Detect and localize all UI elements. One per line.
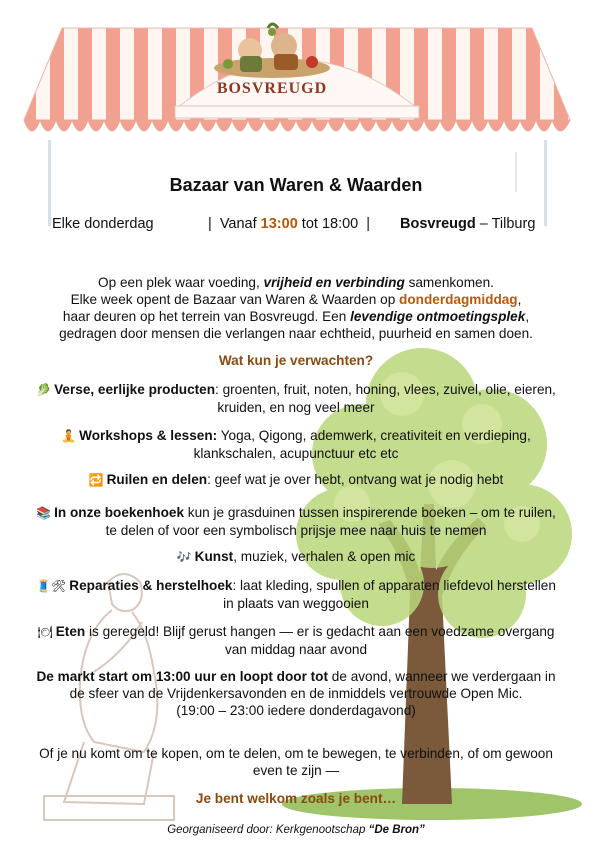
list-item-workshops: 🧘 Workshops & lessen: Yoga, Qigong, ademwerk, creativiteit en verdieping, klankschalen, acupunctuur etc etc [61, 428, 531, 461]
logo-text: BOSVREUGD [216, 80, 328, 97]
plate-cutlery-icon: 🍽 [37, 625, 53, 639]
list-item-swap: 🔁 Ruilen en delen: geef wat je over hebt, ontvang wat je nodig hebt [88, 472, 504, 487]
thread-tools-icon: 🧵🛠 [36, 579, 67, 593]
closing-paragraph: Of je nu komt om te kopen, om te delen, om te bewegen, te verbinden, of om gewoon even te zijn — [39, 746, 553, 778]
event-start-time: 13:00 [260, 216, 298, 232]
list-item-food: 🍽 Eten is geregeld! Blijf gerust hangen — er is gedacht aan een voedzame overgang van middag naar avond [37, 624, 555, 657]
welcome-line: Je bent welkom zoals je bent… [195, 791, 397, 806]
intro-paragraph: Op een plek waar voeding, vrijheid en verbinding samenkomen. Elke week opent de Bazaar van Waren & Waarden op donderdagmiddag, haar deuren op het terrein van Bosvreugd. Een levendige ontmoetingsplek, gedragen door mensen die verlangen naar echtheid, puurheid en samen doen. [59, 275, 533, 341]
music-notes-icon: 🎶 [176, 550, 192, 564]
leafy-greens-icon: 🥬 [36, 383, 52, 397]
list-item-produce: 🥬 Verse, eerlijke producten: groenten, fruit, noten, honing, vlees, zuivel, olie, eieren, kruiden, en nog veel meer [36, 382, 556, 415]
market-hours-paragraph: De markt start om 13:00 uur en loopt door tot de avond, wanneer we verdergaan in de sfeer van de Vrijdenkersavonden en de inmiddels vertrouwde Open Mic. (19:00 – 23:00 iedere donderdagavond) [36, 669, 556, 718]
list-item-repair: 🧵🛠 Reparaties & herstelhoek: laat kleding, spullen of apparaten liefdevol herstellen in plaats van weggooien [36, 578, 556, 611]
repeat-icon: 🔁 [88, 473, 104, 487]
list-item-books: 📚 In onze boekenhoek kun je grasduinen tussen inspirerende boeken – om te ruilen, te delen of voor een symbolisch prijsje mee naar huis te nemen [36, 505, 556, 538]
expect-heading: Wat kun je verwachten? [218, 353, 374, 368]
event-day: Elke donderdag [52, 216, 154, 232]
event-location: Bosvreugd – Tilburg [400, 216, 536, 232]
organizer-footer: Georganiseerd door: Kerkgenootschap “De Bron” [167, 824, 425, 836]
page-title: Bazaar van Waren & Waarden [169, 175, 423, 195]
list-item-art: 🎶 Kunst, muziek, verhalen & open mic [176, 549, 416, 564]
meditation-icon: 🧘 [61, 429, 77, 443]
books-icon: 📚 [36, 506, 52, 520]
event-time: | Vanaf 13:00 tot 18:00 | [208, 216, 371, 232]
